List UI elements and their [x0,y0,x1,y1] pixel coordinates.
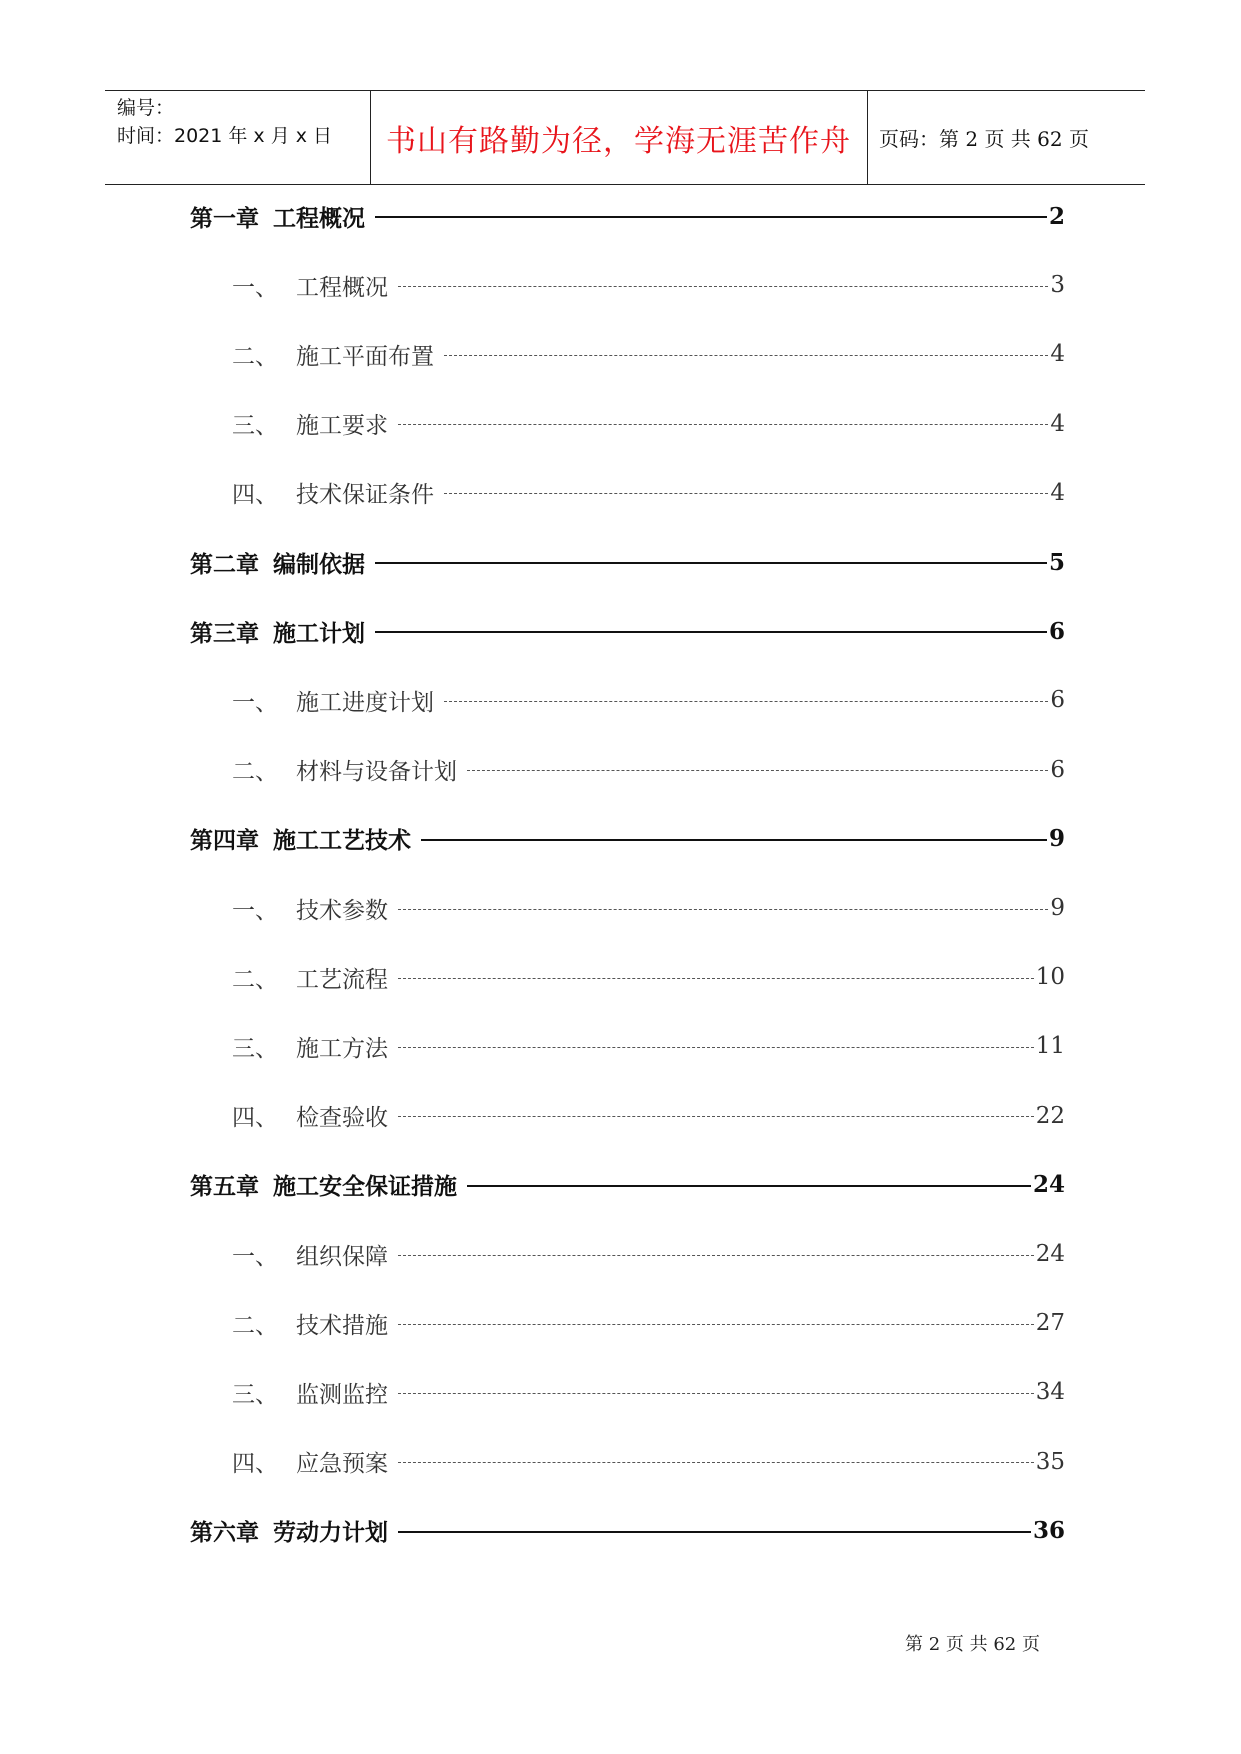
toc-entry-label [190,1514,398,1547]
toc-section-entry[interactable] [190,1372,1065,1412]
toc-section-entry[interactable] [190,1442,1065,1482]
toc-entry-title: 施工计划 [273,619,365,647]
toc-page-number: 4 [1050,479,1065,506]
toc-entry-number: 第一章 [190,204,259,232]
toc-entry-title: 劳动力计划 [273,1519,388,1547]
toc-entry-title: 施工方法 [296,1035,388,1062]
toc-leader-line [398,286,1048,287]
toc-leader-line [398,424,1048,425]
toc-page-number: 6 [1048,617,1065,645]
toc-entry-label [190,1099,398,1132]
document-date: 时间：2021 年 x 月 x 日 [117,125,333,147]
toc-section-entry[interactable] [190,750,1065,790]
toc-leader-line [444,493,1048,494]
toc-entry-title: 施工安全保证措施 [273,1173,457,1201]
toc-leader-line [375,216,1047,218]
toc-entry-number: 四、 [232,1451,278,1478]
toc-entry-label [190,1307,398,1340]
toc-entry-number: 第三章 [190,619,259,647]
toc-entry-title: 技术参数 [296,897,388,924]
toc-page-number: 9 [1050,895,1065,921]
toc-leader-line [398,1531,1031,1533]
toc-entry-label [190,822,421,855]
toc-entry-title: 工艺流程 [296,966,388,993]
toc-leader-line [467,770,1048,771]
toc-chapter-entry[interactable] [190,1511,1065,1551]
toc-page-number: 3 [1050,272,1065,299]
toc-leader-line [398,1047,1034,1048]
toc-entry-title: 技术措施 [296,1312,388,1339]
toc-entry-title: 组织保障 [296,1243,388,1270]
toc-section-entry[interactable] [190,1026,1065,1066]
toc-page-number: 2 [1048,202,1065,230]
toc-leader-line [398,909,1048,910]
toc-page-number: 27 [1035,1310,1065,1337]
toc-page-number: 36 [1032,1517,1065,1545]
toc-entry-title: 施工平面布置 [296,343,434,370]
toc-entry-number: 一、 [232,897,278,924]
toc-page-number: 9 [1048,825,1065,853]
toc-entry-number: 一、 [232,274,278,301]
toc-entry-number: 四、 [232,1105,278,1132]
toc-leader-line [467,1185,1031,1187]
toc-entry-number: 三、 [232,413,278,440]
toc-page-number: 6 [1050,687,1065,714]
toc-entry-label [190,684,444,717]
toc-leader-line [398,1324,1034,1325]
toc-entry-label [190,269,398,302]
toc-entry-number: 一、 [232,1243,278,1270]
toc-section-entry[interactable] [190,957,1065,997]
toc-leader-line [398,1462,1034,1463]
toc-chapter-entry[interactable] [190,819,1065,859]
toc-page-number: 34 [1035,1379,1065,1406]
toc-section-entry[interactable] [190,1234,1065,1274]
toc-entry-label [190,1445,398,1478]
page-footer: 第 2 页 共 62 页 [905,1634,1040,1655]
toc-page-number: 11 [1035,1033,1065,1060]
toc-section-entry[interactable] [190,888,1065,928]
toc-entry-label [190,1238,398,1271]
toc-page-number: 6 [1050,756,1065,783]
header-info-cell [105,91,371,184]
toc-entry-number: 一、 [232,689,278,716]
toc-entry-title: 施工工艺技术 [273,827,411,855]
toc-page-number: 22 [1035,1102,1065,1129]
document-header [105,90,1145,185]
toc-leader-line [398,1116,1034,1117]
toc-entry-title: 工程概况 [296,274,388,301]
toc-chapter-entry[interactable] [190,611,1065,651]
toc-entry-label [190,338,444,371]
toc-entry-number: 三、 [232,1381,278,1408]
toc-entry-title: 工程概况 [273,204,365,232]
toc-page-number: 24 [1035,1241,1065,1267]
toc-section-entry[interactable] [190,1096,1065,1136]
toc-section-entry[interactable] [190,404,1065,444]
toc-entry-label [190,753,467,786]
toc-entry-number: 第二章 [190,550,259,578]
header-motto: 书山有路勤为径，学海无涯苦作舟 [386,123,851,159]
toc-entry-label [190,1168,467,1201]
toc-entry-title: 检查验收 [296,1105,388,1132]
toc-entry-label [190,200,375,233]
toc-entry-number: 二、 [232,966,278,993]
toc-page-number: 5 [1048,548,1065,576]
toc-entry-title: 技术保证条件 [296,482,434,509]
toc-leader-line [375,562,1047,564]
toc-entry-number: 二、 [232,759,278,786]
toc-entry-number: 三、 [232,1035,278,1062]
toc-page-number: 4 [1050,341,1065,368]
toc-entry-title: 监测监控 [296,1381,388,1408]
header-page-info: 页码：第 2 页 共 62 页 [879,127,1089,151]
toc-entry-label [190,615,375,648]
toc-leader-line [375,631,1047,633]
toc-entry-title: 应急预案 [296,1451,388,1478]
header-motto-cell [370,91,868,184]
toc-leader-line [421,839,1047,841]
header-page-cell [867,91,1145,184]
toc-entry-title: 编制依据 [273,550,365,578]
toc-section-entry[interactable] [190,1303,1065,1343]
toc-page-number: 24 [1032,1171,1065,1199]
toc-entry-number: 二、 [232,343,278,370]
toc-chapter-entry[interactable] [190,196,1065,236]
document-number-label: 编号： [117,97,175,119]
toc-leader-line [398,978,1034,979]
toc-entry-label [190,1030,398,1063]
toc-section-entry[interactable] [190,265,1065,305]
toc-entry-label [190,892,398,925]
toc-entry-label [190,476,444,509]
toc-leader-line [398,1255,1034,1256]
toc-chapter-entry[interactable] [190,542,1065,582]
toc-entry-number: 第五章 [190,1173,259,1201]
toc-entry-number: 第四章 [190,827,259,855]
toc-leader-line [398,1393,1034,1394]
toc-entry-number: 四、 [232,482,278,509]
toc-entry-title: 施工进度计划 [296,689,434,716]
toc-entry-label [190,961,398,994]
toc-entry-number: 第六章 [190,1519,259,1547]
toc-page-number: 10 [1035,964,1065,991]
toc-entry-title: 材料与设备计划 [296,759,457,786]
toc-section-entry[interactable] [190,473,1065,513]
toc-entry-label [190,407,398,440]
toc-entry-number: 二、 [232,1312,278,1339]
toc-entry-label [190,546,375,579]
toc-entry-title: 施工要求 [296,413,388,440]
toc-section-entry[interactable] [190,680,1065,720]
toc-page-number: 4 [1050,410,1065,437]
toc-section-entry[interactable] [190,334,1065,374]
toc-entry-label [190,1376,398,1409]
toc-page-number: 35 [1035,1448,1065,1475]
toc-chapter-entry[interactable] [190,1165,1065,1205]
toc-leader-line [444,701,1048,702]
toc-leader-line [444,355,1048,356]
